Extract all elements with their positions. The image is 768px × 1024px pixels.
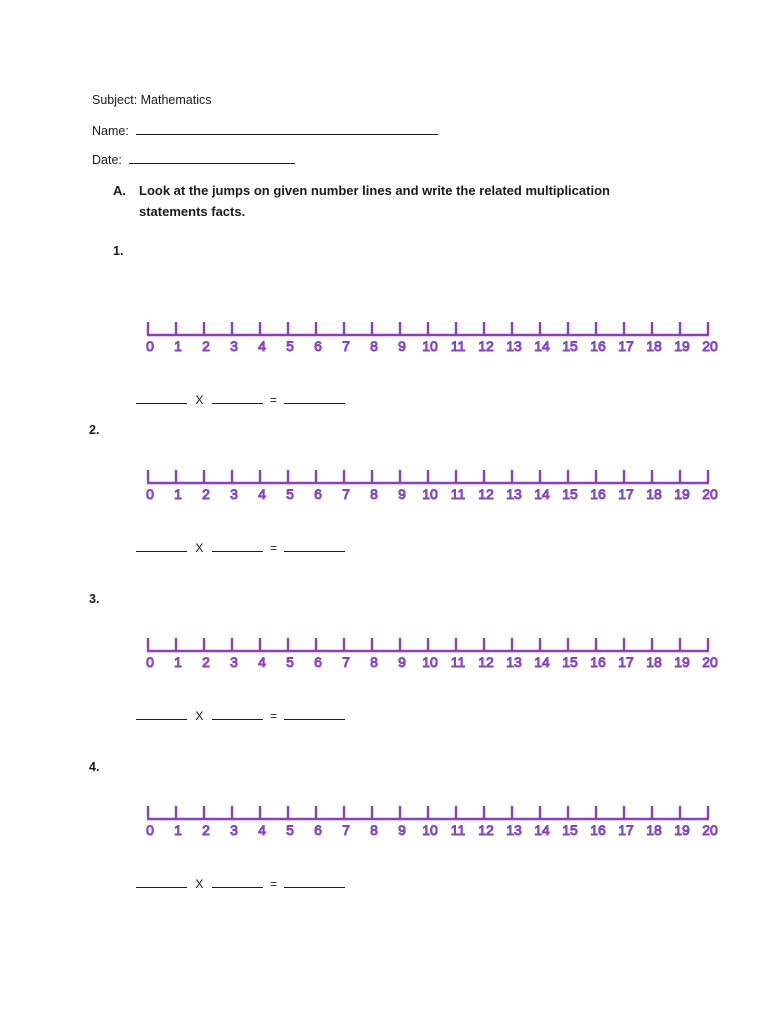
number-line-label: 15 (562, 486, 578, 502)
number-line-label: 9 (398, 654, 406, 670)
number-line-label: 11 (450, 822, 466, 838)
name-line (92, 122, 438, 138)
number-line-label: 18 (646, 338, 662, 354)
number-line-label: 10 (422, 654, 438, 670)
number-line-label: 9 (398, 486, 406, 502)
number-line-label: 2 (202, 822, 210, 838)
number-line-label: 17 (618, 654, 634, 670)
number-line-label: 15 (562, 822, 578, 838)
number-line-label: 17 (618, 338, 634, 354)
number-line-label: 6 (314, 654, 322, 670)
number-line-label: 14 (534, 338, 550, 354)
number-line-label: 1 (174, 338, 182, 354)
name-field[interactable] (136, 122, 438, 135)
number-line-label: 13 (506, 486, 522, 502)
number-line-label: 10 (422, 486, 438, 502)
equals-sign: = (270, 393, 278, 407)
number-line-label: 18 (646, 486, 662, 502)
number-line-label: 16 (590, 338, 606, 354)
number-line-label: 11 (450, 338, 466, 354)
number-line-label: 13 (506, 822, 522, 838)
number-line-label: 16 (590, 822, 606, 838)
name-label: Name: (92, 124, 129, 138)
factor-2-blank[interactable] (212, 707, 263, 720)
times-sign: X (195, 709, 204, 723)
date-line (92, 151, 295, 167)
number-line-label: 16 (590, 486, 606, 502)
number-line (140, 802, 720, 842)
number-line-label: 1 (174, 654, 182, 670)
equals-sign: = (270, 541, 278, 555)
number-line-label: 1 (174, 822, 182, 838)
number-line-label: 4 (258, 486, 266, 502)
number-line-label: 7 (342, 654, 350, 670)
number-line-label: 18 (646, 822, 662, 838)
problem-number: 2. (89, 423, 100, 437)
number-line-label: 4 (258, 654, 266, 670)
subject-line (92, 93, 212, 107)
number-line-label: 2 (202, 654, 210, 670)
factor-1-blank[interactable] (136, 539, 187, 552)
instruction-text (139, 180, 699, 222)
number-line-label: 5 (286, 486, 294, 502)
number-line-label: 13 (506, 654, 522, 670)
number-line-label: 8 (370, 822, 378, 838)
number-line-label: 17 (618, 486, 634, 502)
number-line-label: 15 (562, 654, 578, 670)
times-sign: X (195, 393, 204, 407)
number-line-label: 7 (342, 338, 350, 354)
problem-number: 1. (113, 244, 124, 258)
number-line-label: 19 (674, 654, 690, 670)
number-line-label: 20 (702, 338, 718, 354)
times-sign: X (195, 877, 204, 891)
number-line-label: 14 (534, 486, 550, 502)
instruction-line-2: statements facts. (139, 204, 246, 219)
factor-1-blank[interactable] (136, 875, 187, 888)
number-line-label: 14 (534, 654, 550, 670)
number-line-label: 4 (258, 822, 266, 838)
number-line-label: 9 (398, 822, 406, 838)
number-line-label: 0 (146, 486, 154, 502)
number-line (140, 318, 720, 358)
answer-row (136, 539, 345, 555)
instruction-line-1: Look at the jumps on given number lines and write the related multiplication (139, 183, 610, 198)
number-line-label: 19 (674, 822, 690, 838)
number-line-label: 8 (370, 486, 378, 502)
number-line-label: 6 (314, 822, 322, 838)
equals-sign: = (270, 877, 278, 891)
date-label: Date: (92, 153, 122, 167)
number-line-label: 8 (370, 654, 378, 670)
number-line-label: 7 (342, 822, 350, 838)
subject-label: Subject: Mathematics (92, 93, 212, 107)
number-line-label: 3 (230, 338, 238, 354)
problem-number: 3. (89, 592, 100, 606)
number-line (140, 634, 720, 674)
number-line-label: 2 (202, 486, 210, 502)
factor-1-blank[interactable] (136, 707, 187, 720)
number-line-label: 16 (590, 654, 606, 670)
number-line-label: 7 (342, 486, 350, 502)
number-line-label: 12 (478, 486, 494, 502)
number-line-label: 0 (146, 822, 154, 838)
answer-row (136, 707, 345, 723)
number-line-label: 8 (370, 338, 378, 354)
number-line-label: 17 (618, 822, 634, 838)
instruction-letter: A. (113, 183, 126, 198)
factor-2-blank[interactable] (212, 539, 263, 552)
factor-1-blank[interactable] (136, 391, 187, 404)
number-line-label: 11 (450, 486, 466, 502)
number-line-label: 5 (286, 338, 294, 354)
number-line-label: 14 (534, 822, 550, 838)
factor-2-blank[interactable] (212, 875, 263, 888)
number-line-label: 3 (230, 654, 238, 670)
number-line-label: 10 (422, 822, 438, 838)
number-line-label: 20 (702, 822, 718, 838)
number-line-label: 5 (286, 654, 294, 670)
product-blank[interactable] (284, 539, 345, 552)
answer-row (136, 391, 345, 407)
number-line-label: 0 (146, 654, 154, 670)
number-line-label: 20 (702, 654, 718, 670)
number-line-label: 19 (674, 338, 690, 354)
date-field[interactable] (129, 151, 295, 164)
number-line-label: 12 (478, 654, 494, 670)
number-line-label: 6 (314, 486, 322, 502)
number-line-label: 3 (230, 486, 238, 502)
product-blank[interactable] (284, 391, 345, 404)
number-line-label: 18 (646, 654, 662, 670)
times-sign: X (195, 541, 204, 555)
number-line-label: 10 (422, 338, 438, 354)
number-line-label: 3 (230, 822, 238, 838)
number-line-label: 11 (450, 654, 466, 670)
product-blank[interactable] (284, 707, 345, 720)
product-blank[interactable] (284, 875, 345, 888)
number-line-label: 13 (506, 338, 522, 354)
number-line-label: 6 (314, 338, 322, 354)
problem-number: 4. (89, 760, 100, 774)
number-line-label: 15 (562, 338, 578, 354)
number-line-label: 12 (478, 822, 494, 838)
answer-row (136, 875, 345, 891)
equals-sign: = (270, 709, 278, 723)
number-line-label: 2 (202, 338, 210, 354)
number-line-label: 0 (146, 338, 154, 354)
number-line-label: 5 (286, 822, 294, 838)
number-line-label: 19 (674, 486, 690, 502)
number-line-label: 1 (174, 486, 182, 502)
number-line-label: 12 (478, 338, 494, 354)
number-line-label: 20 (702, 486, 718, 502)
number-line-label: 4 (258, 338, 266, 354)
number-line (140, 466, 720, 506)
factor-2-blank[interactable] (212, 391, 263, 404)
number-line-label: 9 (398, 338, 406, 354)
